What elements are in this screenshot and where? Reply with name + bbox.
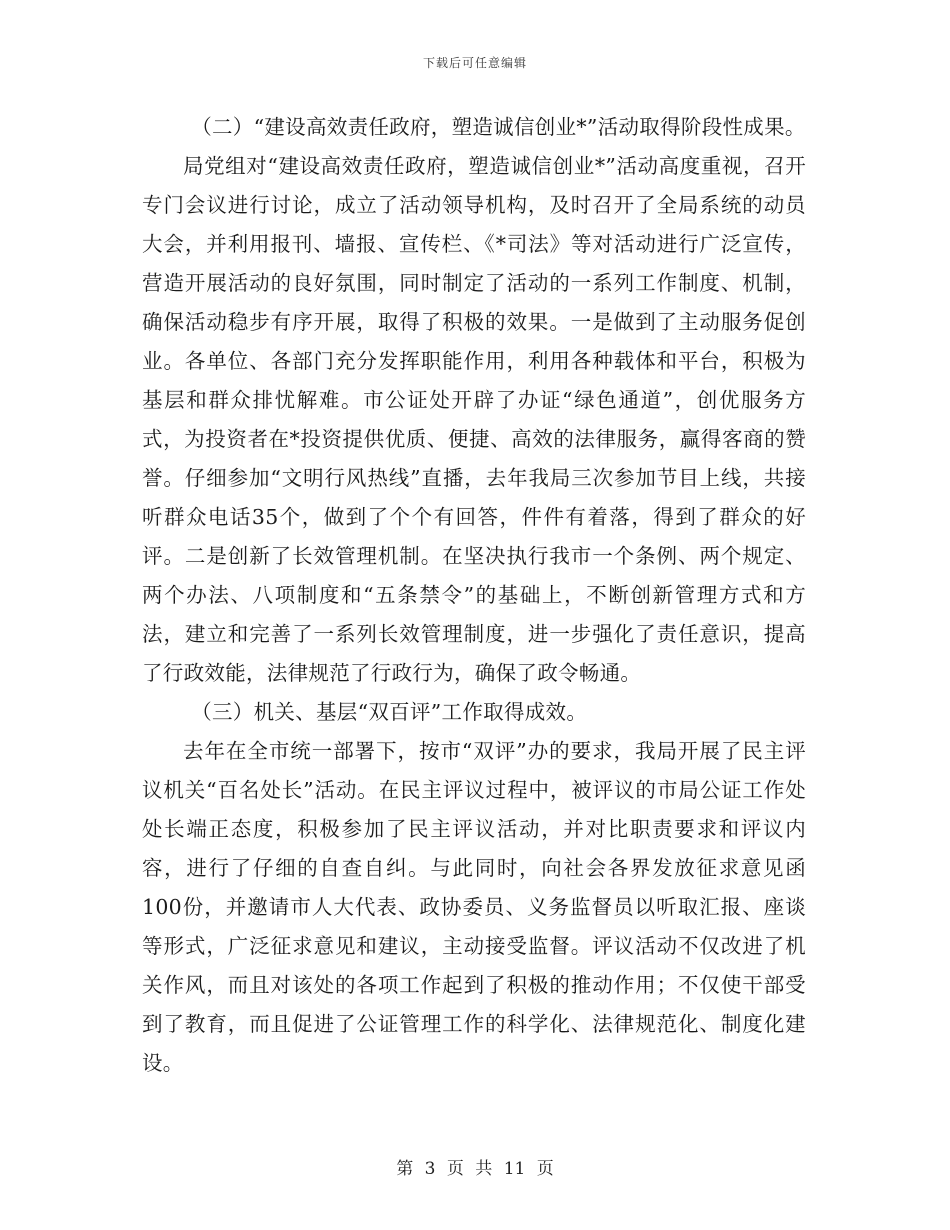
section-heading-two: （二）“建设高效责任政府，塑造诚信创业*”活动取得阶段性成果。 — [191, 115, 806, 139]
body-paragraph: 局党组对“建设高效责任政府，塑造诚信创业*”活动高度重视，召开专门会议进行讨论，成立了活动领导机构，及时召开了全局系统的动员大会，并利用报刊、墙报、宣传栏、《*司法》等对活动进行广泛宣传，营造开展活动的良好氛围，同时制定了活动的一系列工作制度、机制，确保活动稳步有序开展，取得了积极的效果。一是做到了主动服务促创业。各单位、各部门充分发挥职能作用，利用各种载体和平台，积极为基层和群众排忧解难。市公证处开辟了办证“绿色通道”，创优服务方式，为投资者在*投资提供优质、便捷、高效的法律服务，赢得客商的赞誉。仔细参加“文明行风热线”直播，去年我局三次参加节目上线，共接听群众电话35个，做到了个个有回答，件件有着落，得到了群众的好评。二是创新了长效管理机制。在坚决执行我市一个条例、两个规定、两个办法、八项制度和“五条禁令”的基础上，不断创新管理方式和方法，建立和完善了一系列长效管理制度，进一步强化了责任意识，提高了行政效能，法律规范了行政行为，确保了政令畅通。 — [142, 154, 806, 685]
document-body — [142, 108, 806, 1083]
page-number-footer: 第 3 页 共 11 页 — [396, 1159, 554, 1179]
header-note: 下载后可任意编辑 — [422, 56, 527, 70]
body-paragraph: 去年在全市统一部署下，按市“双评”办的要求，我局开展了民主评议机关“百名处长”活动。在民主评议过程中，被评议的市局公证工作处处长端正态度，积极参加了民主评议活动，并对比职责要求和评议内容，进行了仔细的自查自纠。与此同时，向社会各界发放征求意见函100份，并邀请市人大代表、政协委员、义务监督员以听取汇报、座谈等形式，广泛征求意见和建议，主动接受监督。评议活动不仅改进了机关作风，而且对该处的各项工作起到了积极的推动作用；不仅使干部受到了教育，而且促进了公证管理工作的科学化、法律规范化、制度化建设。 — [142, 739, 806, 1075]
section-heading-three: （三）机关、基层“双百评”工作取得成效。 — [191, 700, 588, 724]
